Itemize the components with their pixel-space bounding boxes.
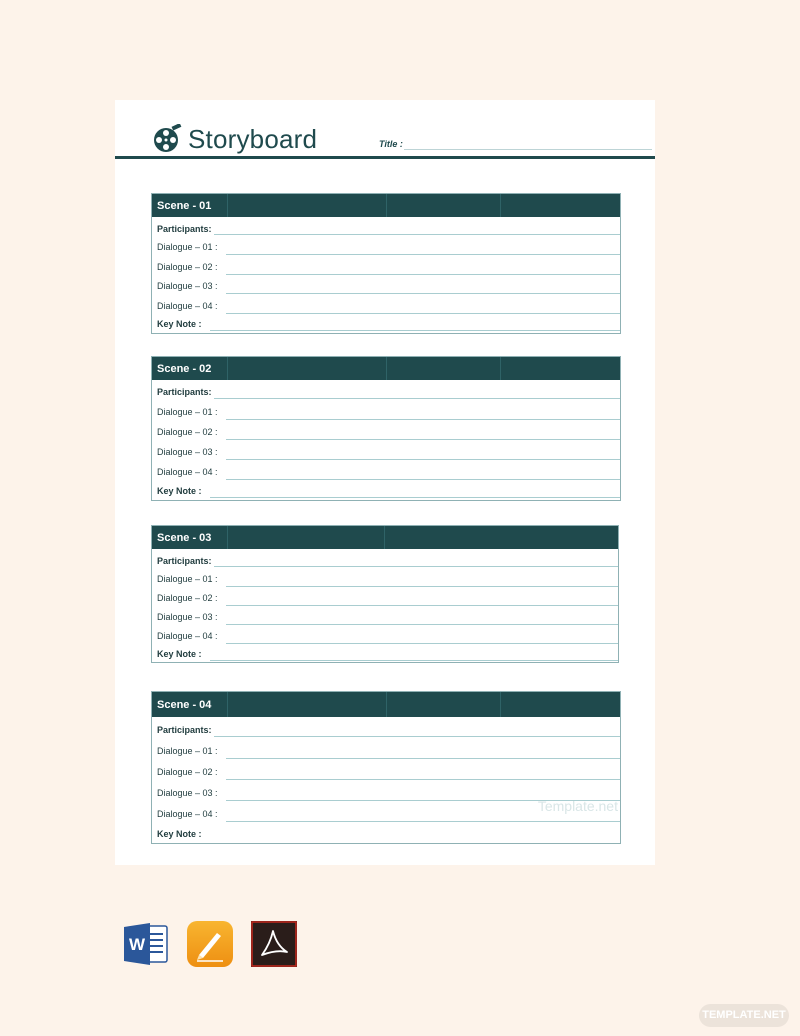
dialogue-row [152,568,618,587]
page-title: Storyboard [188,124,318,154]
dialogue-row [152,798,620,822]
dialogue-row [152,587,618,606]
word-icon[interactable] [123,921,169,967]
key-note-label: Key Note : [157,829,202,839]
dialogue-row [152,460,620,480]
brand-badge[interactable]: TEMPLATE.NET [699,1004,789,1027]
participants-label: Participants: [157,725,212,735]
dialogue-label: Dialogue – 03 : [157,447,218,457]
scene-card [151,691,621,844]
participants-input-line[interactable] [214,234,620,235]
key-note-input-line[interactable] [210,330,620,331]
header-divider-line [227,357,228,380]
header-divider [115,156,655,159]
header-divider-line [384,526,385,549]
header-divider-line [500,357,501,380]
header-divider-line [386,194,387,217]
document-header [152,120,622,156]
dialogue-row [152,759,620,780]
header-divider-line [386,357,387,380]
dialogue-row [152,738,620,759]
scene-title: Scene - 01 [157,200,212,212]
pdf-icon[interactable] [251,921,297,967]
header-divider-line [500,692,501,717]
scene-card [151,356,621,501]
key-note-label: Key Note : [157,319,202,329]
dialogue-row [152,440,620,460]
participants-row [152,217,620,236]
dialogue-label: Dialogue – 03 : [157,281,218,291]
participants-row [152,717,620,738]
dialogue-label: Dialogue – 03 : [157,788,218,798]
dialogue-label: Dialogue – 02 : [157,261,218,272]
key-note-row [152,480,620,499]
dialogue-row [152,295,620,315]
scene-header [152,194,620,217]
dialogue-label: Dialogue – 04 : [157,467,218,477]
key-note-row [152,314,620,332]
participants-input-line[interactable] [214,398,620,399]
key-note-row [152,644,618,662]
scene-header [152,692,620,717]
dialogue-label: Dialogue – 02 : [157,593,218,603]
scene-title: Scene - 02 [157,363,212,375]
document-page [115,100,655,865]
scene-title: Scene - 04 [157,699,212,711]
dialogue-label: Dialogue – 04 : [157,809,218,819]
dialogue-row [152,420,620,440]
key-note-label: Key Note : [157,486,202,496]
key-note-row [152,822,620,842]
participants-label: Participants: [157,224,212,234]
participants-label: Participants: [157,556,212,566]
dialogue-label: Dialogue – 01 : [157,242,218,252]
scene-header [152,357,620,380]
header-divider-line [227,692,228,717]
dialogue-row [152,606,618,625]
key-note-input-line[interactable] [210,660,618,661]
dialogue-row [152,400,620,420]
dialogue-label: Dialogue – 01 : [157,746,218,756]
dialogue-label: Dialogue – 03 : [157,612,218,622]
dialogue-label: Dialogue – 04 : [157,631,218,641]
dialogue-row [152,275,620,295]
dialogue-label: Dialogue – 01 : [157,574,218,584]
key-note-label: Key Note : [157,649,202,659]
header-divider-line [500,194,501,217]
scene-card [151,525,619,663]
title-input-line[interactable] [404,149,652,150]
dialogue-label: Dialogue – 04 : [157,300,218,311]
participants-row [152,380,620,400]
header-divider-line [227,194,228,217]
scene-header [152,526,618,549]
dialogue-row [152,236,620,256]
dialogue-row [152,625,618,644]
participants-input-line[interactable] [214,566,618,567]
dialogue-label: Dialogue – 02 : [157,427,218,437]
participants-label: Participants: [157,387,212,397]
key-note-input-line[interactable] [210,497,620,498]
title-field-label: Title : [379,139,403,149]
scene-title: Scene - 03 [157,532,212,544]
dialogue-row [152,256,620,276]
participants-row [152,549,618,568]
header-divider-line [227,526,228,549]
header-divider-line [386,692,387,717]
svg-text:W: W [128,935,146,954]
dialogue-label: Dialogue – 01 : [157,407,218,417]
participants-input-line[interactable] [214,736,620,737]
watermark-text: Template.net [537,798,618,814]
scene-card [151,193,621,334]
dialogue-label: Dialogue – 02 : [157,767,218,777]
film-reel-icon [152,124,182,154]
pages-icon[interactable] [187,921,233,967]
